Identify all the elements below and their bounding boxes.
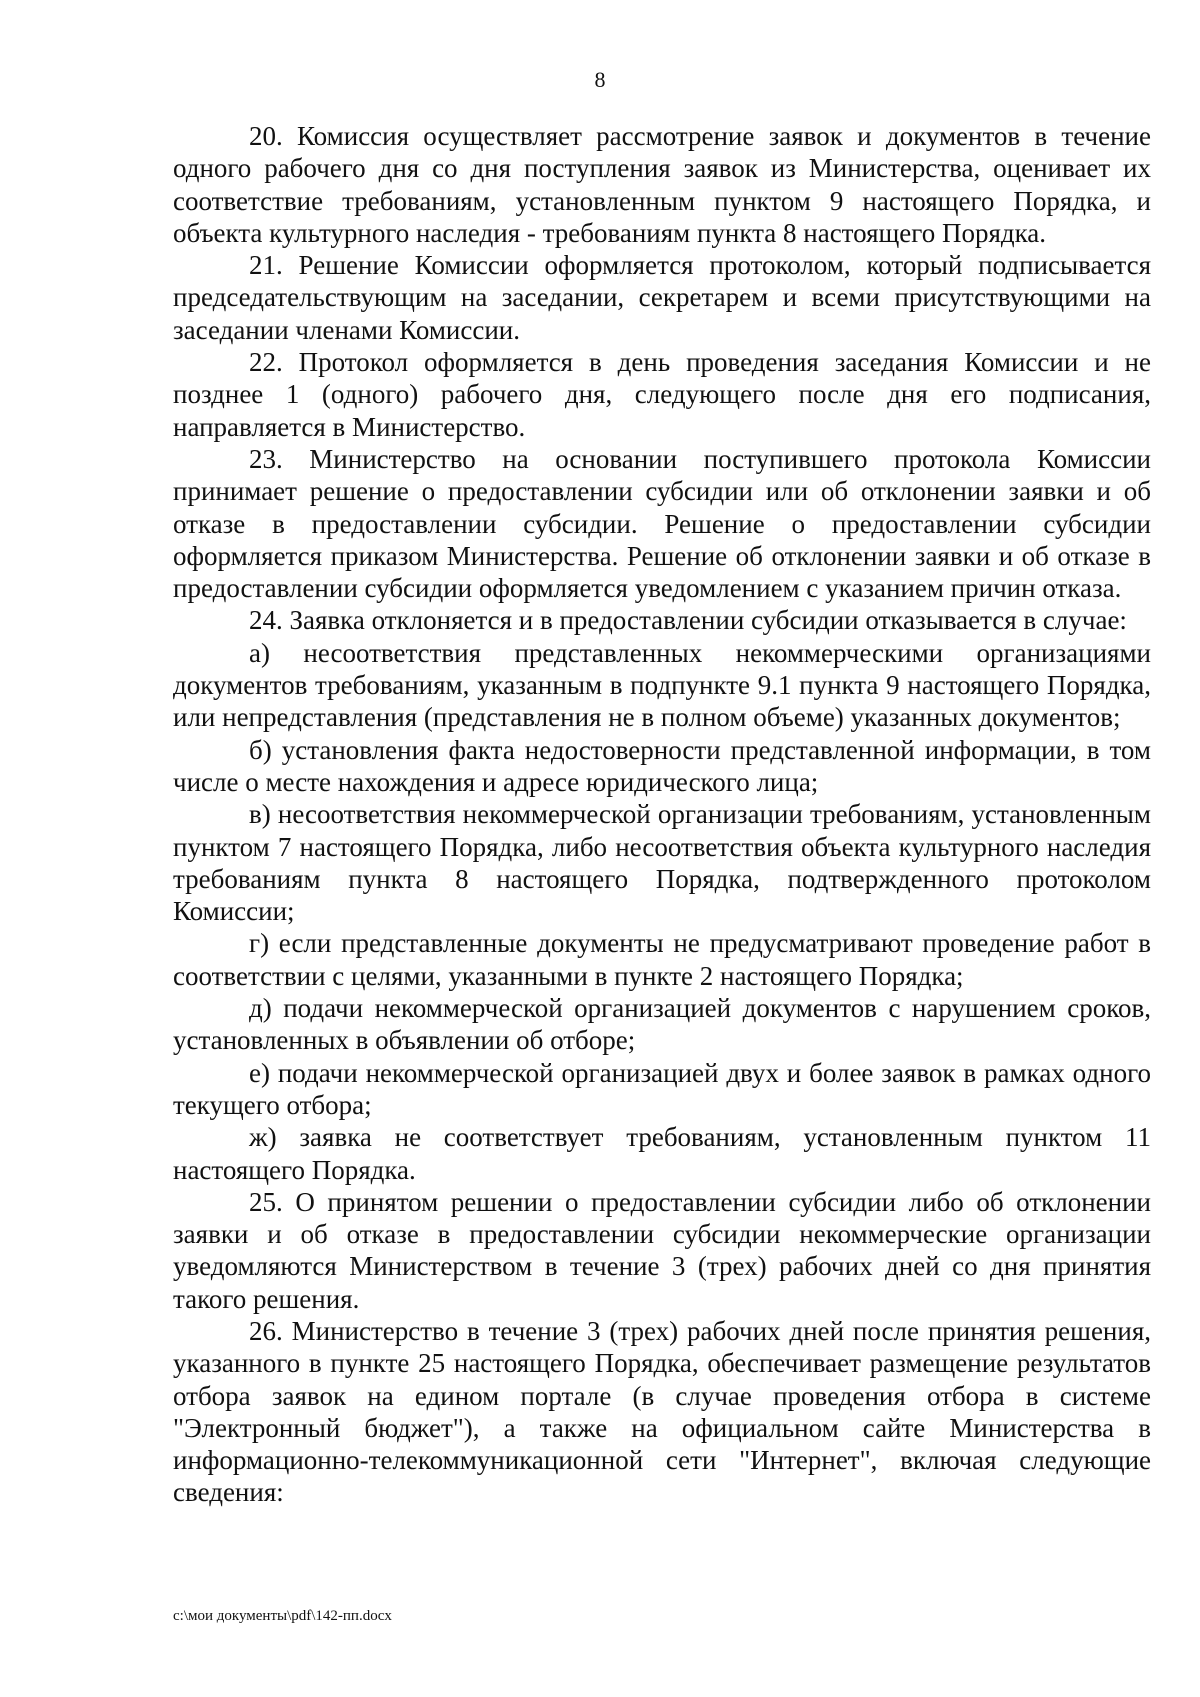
- paragraph-24-g: г) если представленные документы не предусматривают проведение работ в соответствии с целями, указанными в пункте 2 настоящего Порядка;: [173, 928, 1151, 991]
- paragraph-24-zh: ж) заявка не соответствует требованиям, установленным пунктом 11 настоящего Порядка.: [173, 1122, 1151, 1185]
- paragraph-24-a: а) несоответствия представленных некоммерческими организациями документов требованиям, указанным в подпункте 9.1 пункта 9 настоящего Порядка, или непредставления (представления не в полном объеме) указанных документов;: [173, 637, 1151, 733]
- page-number: 8: [594, 67, 606, 92]
- document-body: [173, 120, 1151, 1509]
- paragraph-24-d: д) подачи некоммерческой организацией документов с нарушением сроков, установленных в объявлении об отборе;: [173, 993, 1151, 1056]
- paragraph-24-e: е) подачи некоммерческой организацией двух и более заявок в рамках одного текущего отбора;: [173, 1057, 1151, 1120]
- paragraph-24: 24. Заявка отклоняется и в предоставлении субсидии отказывается в случае:: [249, 605, 1127, 636]
- paragraph-23: 23. Министерство на основании поступившего протокола Комиссии принимает решение о предоставлении субсидии или об отклонении заявки и об отказе в предоставлении субсидии. Решение о предоставлении субсидии оформляется приказом Министерства. Решение об отклонении заявки и об отказе в предоставлении субсидии оформляется уведомлением с указанием причин отказа.: [173, 443, 1151, 604]
- paragraph-21: 21. Решение Комиссии оформляется протоколом, который подписывается председательствующим на заседании, секретарем и всеми присутствующими на заседании членами Комиссии.: [173, 250, 1151, 345]
- footer-file-path: c:\мои документы\pdf\142-пп.docx: [173, 1608, 392, 1624]
- paragraph-26: 26. Министерство в течение 3 (трех) рабочих дней после принятия решения, указанного в пункте 25 настоящего Порядка, обеспечивает размещение результатов отбора заявок на едином портале (в случае проведения отбора в системе "Электронный бюджет"), а также на официальном сайте Министерства в информационно-телекоммуникационной сети "Интернет", включая следующие сведения:: [173, 1315, 1151, 1508]
- paragraph-22: 22. Протокол оформляется в день проведения заседания Комиссии и не позднее 1 (одного) рабочего дня, следующего после дня его подписания, направляется в Министерство.: [173, 347, 1151, 442]
- paragraph-20: 20. Комиссия осуществляет рассмотрение заявок и документов в течение одного рабочего дня со дня поступления заявок из Министерства, оценивает их соответствие требованиям, установленным пунктом 9 настоящего Порядка, и объекта культурного наследия - требованиям пункта 8 настоящего Порядка.: [173, 121, 1151, 248]
- paragraph-24-b: б) установления факта недостоверности представленной информации, в том числе о месте нахождения и адресе юридического лица;: [173, 734, 1151, 797]
- paragraph-24-v: в) несоответствия некоммерческой организации требованиям, установленным пунктом 7 настоящего Порядка, либо несоответствия объекта культурного наследия требованиям пункта 8 настоящего Порядка, подтвержденного протоколом Комиссии;: [173, 799, 1151, 927]
- paragraph-25: 25. О принятом решении о предоставлении субсидии либо об отклонении заявки и об отказе в предоставлении субсидии некоммерческие организации уведомляются Министерством в течение 3 (трех) рабочих дней со дня принятия такого решения.: [173, 1186, 1151, 1314]
